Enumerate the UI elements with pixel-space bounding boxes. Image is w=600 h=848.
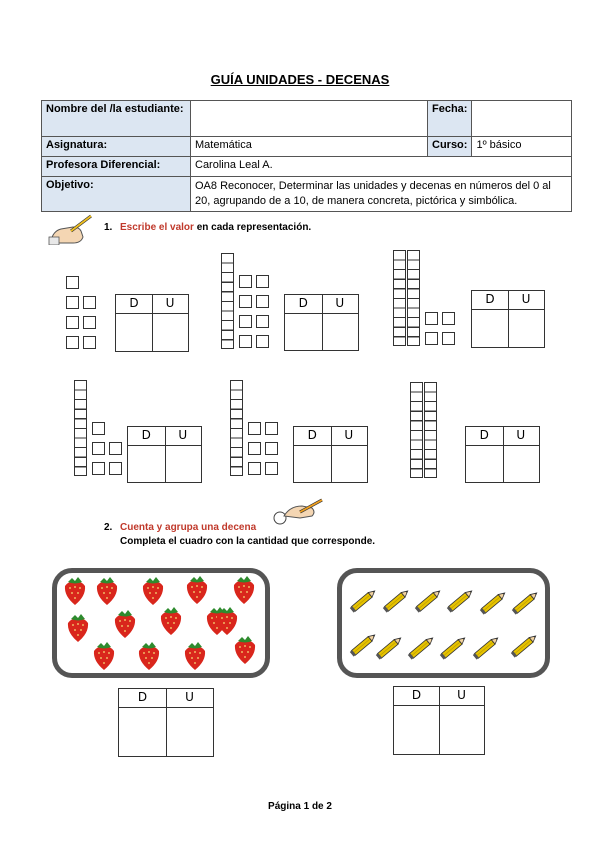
- pointing-hand-pencil-icon: [270, 496, 326, 526]
- unit-cube: [83, 316, 96, 329]
- tens-header: D: [137, 690, 148, 704]
- unit-cube: [92, 442, 105, 455]
- ten-rod: [407, 250, 420, 346]
- tens-header: D: [411, 688, 422, 702]
- strawberry-icon: [62, 576, 88, 606]
- question-1: [104, 222, 311, 233]
- pencil-icon: [413, 586, 445, 614]
- tens-answer-cell[interactable]: [294, 446, 331, 482]
- student-info-table: [41, 100, 572, 212]
- pencil-icon: [509, 631, 541, 659]
- pencil-icon: [471, 633, 503, 661]
- ten-rod: [74, 380, 87, 476]
- strawberry-icon: [182, 641, 208, 671]
- strawberry-icon: [214, 606, 240, 636]
- ten-rod: [410, 382, 423, 478]
- strawberry-icon: [158, 606, 184, 636]
- pencil-icon: [478, 588, 510, 616]
- units-header: U: [185, 690, 194, 704]
- place-value-table-2[interactable]: [284, 294, 359, 351]
- name-label: Nombre del /la estudiante:: [42, 101, 191, 137]
- units-answer-cell[interactable]: [440, 706, 484, 754]
- pencil-icon: [438, 633, 470, 661]
- writing-hand-icon: [47, 213, 95, 245]
- units-answer-cell[interactable]: [153, 314, 188, 351]
- place-value-table-4[interactable]: [127, 426, 202, 483]
- unit-cube: [256, 335, 269, 348]
- units-header: U: [165, 296, 175, 310]
- tens-answer-cell[interactable]: [394, 706, 439, 754]
- tens-header: D: [129, 296, 139, 310]
- tens-header: D: [298, 296, 308, 310]
- unit-cube: [239, 335, 252, 348]
- question-2-highlight: Cuenta y agrupa una decena: [120, 522, 257, 533]
- strawberry-icon: [232, 635, 258, 665]
- subject-value: Matemática: [191, 137, 428, 157]
- unit-cube: [66, 296, 79, 309]
- unit-cube: [256, 275, 269, 288]
- units-answer-cell[interactable]: [332, 446, 368, 482]
- pencil-icon: [445, 586, 477, 614]
- strawberry-icon: [112, 609, 138, 639]
- ten-rod: [221, 253, 234, 349]
- ten-rod: [230, 380, 243, 476]
- unit-cube: [256, 295, 269, 308]
- units-header: U: [521, 292, 531, 306]
- unit-cube: [425, 312, 438, 325]
- tens-answer-cell[interactable]: [472, 310, 508, 347]
- units-answer-cell[interactable]: [323, 314, 359, 350]
- question-1-number: 1.: [104, 222, 113, 233]
- tens-header: D: [141, 428, 151, 442]
- strawberry-icon: [231, 575, 257, 605]
- unit-cube: [265, 422, 278, 435]
- unit-cube: [425, 332, 438, 345]
- strawberry-icon: [184, 575, 210, 605]
- question-2: [104, 522, 375, 547]
- unit-cube: [66, 336, 79, 349]
- unit-cube: [92, 462, 105, 475]
- place-value-table-5[interactable]: [293, 426, 368, 483]
- strawberry-icon: [94, 576, 120, 606]
- unit-cube: [66, 276, 79, 289]
- unit-cube: [239, 275, 252, 288]
- ten-rod: [393, 250, 406, 346]
- ten-rod: [424, 382, 437, 478]
- unit-cube: [92, 422, 105, 435]
- strawberry-icon: [136, 641, 162, 671]
- subject-label: Asignatura:: [42, 137, 191, 157]
- units-header: U: [457, 688, 466, 702]
- unit-cube: [83, 336, 96, 349]
- page-title: GUÍA UNIDADES - DECENAS: [210, 72, 390, 87]
- course-value: 1º básico: [472, 137, 572, 157]
- question-2-number: 2.: [104, 522, 113, 533]
- pencil-frame: [337, 568, 550, 678]
- place-value-table-6[interactable]: [465, 426, 540, 483]
- tens-answer-cell[interactable]: [116, 314, 152, 351]
- unit-cube: [109, 442, 122, 455]
- objective-label: Objetivo:: [42, 177, 191, 212]
- question-1-text: en cada representación.: [193, 222, 312, 233]
- pencil-icon: [348, 586, 380, 614]
- place-value-table-7[interactable]: [118, 688, 214, 757]
- teacher-label: Profesora Diferencial:: [42, 157, 191, 177]
- tens-answer-cell[interactable]: [466, 446, 503, 482]
- units-header: U: [344, 428, 354, 442]
- place-value-table-1[interactable]: [115, 294, 189, 352]
- tens-answer-cell[interactable]: [285, 314, 322, 350]
- strawberry-icon: [140, 576, 166, 606]
- unit-cube: [442, 332, 455, 345]
- pencil-icon: [381, 586, 413, 614]
- units-answer-cell[interactable]: [166, 446, 202, 482]
- tens-header: D: [485, 292, 495, 306]
- name-field[interactable]: [191, 101, 428, 137]
- unit-cube: [248, 442, 261, 455]
- tens-answer-cell[interactable]: [128, 446, 165, 482]
- tens-header: D: [307, 428, 317, 442]
- unit-cube: [248, 422, 261, 435]
- date-label: Fecha:: [428, 101, 472, 137]
- units-header: U: [516, 428, 526, 442]
- unit-cube: [239, 295, 252, 308]
- unit-cube: [265, 442, 278, 455]
- unit-cube: [442, 312, 455, 325]
- unit-cube: [66, 316, 79, 329]
- unit-cube: [248, 462, 261, 475]
- units-answer-cell[interactable]: [504, 446, 540, 482]
- units-header: U: [335, 296, 345, 310]
- units-answer-cell[interactable]: [509, 310, 544, 347]
- page-footer: Página 1 de 2: [268, 801, 332, 812]
- units-answer-cell[interactable]: [167, 708, 213, 756]
- units-header: U: [178, 428, 188, 442]
- unit-cube: [83, 296, 96, 309]
- date-field[interactable]: [472, 101, 572, 137]
- objective-value: OA8 Reconocer, Determinar las unidades y decenas en números del 0 al 20, agrupando de a 10, de manera concreta, pictórica y simbólica.: [191, 177, 572, 212]
- question-2-subtext: Completa el cuadro con la cantidad que corresponde.: [120, 536, 376, 547]
- strawberry-icon: [65, 613, 91, 643]
- place-value-table-8[interactable]: [393, 686, 485, 755]
- course-label: Curso:: [428, 137, 472, 157]
- pencil-icon: [510, 588, 542, 616]
- unit-cube: [256, 315, 269, 328]
- teacher-value: Carolina Leal A.: [191, 157, 572, 177]
- tens-answer-cell[interactable]: [119, 708, 166, 756]
- strawberry-icon: [91, 641, 117, 671]
- unit-cube: [109, 462, 122, 475]
- place-value-table-3[interactable]: [471, 290, 545, 348]
- pencil-icon: [406, 633, 438, 661]
- unit-cube: [239, 315, 252, 328]
- unit-cube: [265, 462, 278, 475]
- question-1-highlight: Escribe el valor: [120, 222, 194, 233]
- tens-header: D: [479, 428, 489, 442]
- pencil-icon: [374, 633, 406, 661]
